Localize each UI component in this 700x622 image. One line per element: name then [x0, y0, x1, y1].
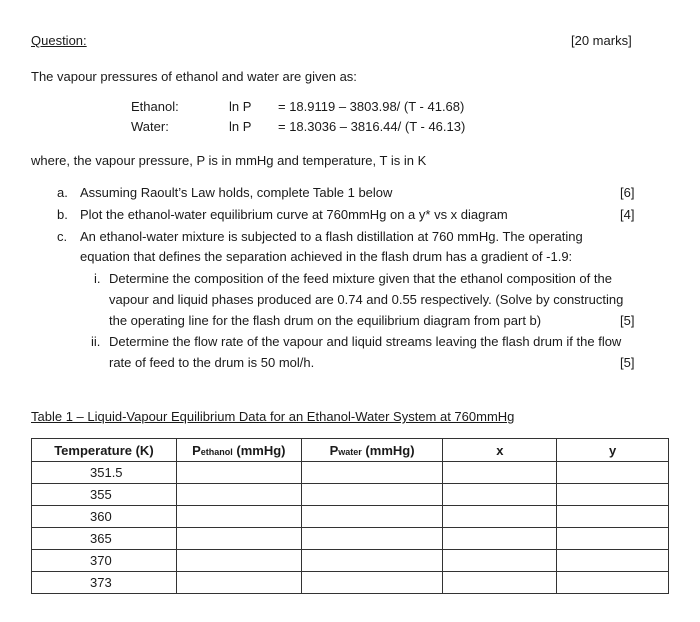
header-x: x	[443, 439, 557, 462]
p-water-cell[interactable]	[301, 506, 443, 528]
temperature-cell: 373	[32, 572, 177, 594]
y-cell[interactable]	[557, 572, 669, 594]
p-water-cell[interactable]	[301, 550, 443, 572]
part-b-label: b.	[57, 207, 68, 222]
table-row	[32, 484, 669, 506]
header-p-water-unit: (mmHg)	[361, 442, 415, 458]
y-cell[interactable]	[557, 528, 669, 550]
p-ethanol-cell[interactable]	[176, 506, 301, 528]
header-p-ethanol	[176, 439, 301, 462]
p-ethanol-cell[interactable]	[176, 572, 301, 594]
water-equation: = 18.3036 – 3816.44/ (T - 46.13)	[278, 119, 466, 134]
p-water-cell[interactable]	[301, 484, 443, 506]
where-text: where, the vapour pressure, P is in mmHg and temperature, T is in K	[31, 153, 427, 168]
y-cell[interactable]	[557, 462, 669, 484]
p-ethanol-cell[interactable]	[176, 462, 301, 484]
lve-data-table	[31, 438, 669, 594]
header-p-ethanol-unit: (mmHg)	[232, 442, 286, 458]
part-a-text: Assuming Raoult’s Law holds, complete Table 1 below	[80, 185, 393, 200]
part-c-i-line-3: the operating line for the flash drum on the equilibrium diagram from part b)	[109, 313, 542, 328]
ethanol-label: Ethanol:	[131, 99, 179, 114]
header-p-ethanol-sub: ethanol	[200, 446, 233, 457]
p-ethanol-cell[interactable]	[176, 528, 301, 550]
part-a-label: a.	[57, 185, 68, 200]
x-cell[interactable]	[443, 572, 557, 594]
header-p-water-sub: water	[338, 446, 362, 457]
x-cell[interactable]	[443, 506, 557, 528]
part-c-i-line-2: vapour and liquid phases produced are 0.74 and 0.55 respectively. (Solve by constructing	[109, 292, 624, 307]
y-cell[interactable]	[557, 506, 669, 528]
temperature-cell: 365	[32, 528, 177, 550]
part-c-ii-line-2: rate of feed to the drum is 50 mol/h.	[109, 355, 315, 370]
p-ethanol-cell[interactable]	[176, 550, 301, 572]
header-y: y	[557, 439, 669, 462]
table-row	[32, 506, 669, 528]
part-c-i-label: i.	[94, 271, 101, 286]
total-marks: [20 marks]	[571, 33, 632, 48]
x-cell[interactable]	[443, 528, 557, 550]
table-row	[32, 462, 669, 484]
p-ethanol-cell[interactable]	[176, 484, 301, 506]
ethanol-lnp: ln P	[229, 99, 252, 114]
y-cell[interactable]	[557, 484, 669, 506]
part-c-line-2: equation that defines the separation achieved in the flash drum has a gradient of -1.9:	[80, 249, 573, 264]
p-water-cell[interactable]	[301, 528, 443, 550]
ethanol-equation: = 18.9119 – 3803.98/ (T - 41.68)	[278, 99, 465, 114]
temperature-cell: 351.5	[32, 462, 177, 484]
x-cell[interactable]	[443, 550, 557, 572]
temperature-cell: 370	[32, 550, 177, 572]
temperature-cell: 355	[32, 484, 177, 506]
table-header-row	[32, 439, 669, 462]
table-caption: Table 1 – Liquid-Vapour Equilibrium Data for an Ethanol-Water System at 760mmHg	[31, 409, 515, 424]
part-c-ii-line-1: Determine the flow rate of the vapour and liquid streams leaving the flash drum if the flow	[109, 334, 622, 349]
header-p-water-p: P	[329, 442, 339, 458]
question-label: Question:	[31, 33, 87, 48]
p-water-cell[interactable]	[301, 572, 443, 594]
part-c-label: c.	[57, 229, 68, 244]
x-cell[interactable]	[443, 484, 557, 506]
header-p-water	[301, 439, 443, 462]
part-b-marks: [4]	[620, 207, 635, 222]
x-cell[interactable]	[443, 462, 557, 484]
part-b-text: Plot the ethanol-water equilibrium curve at 760mmHg on a y* vs x diagram	[80, 207, 508, 222]
p-water-cell[interactable]	[301, 462, 443, 484]
part-c-i-line-1: Determine the composition of the feed mixture given that the ethanol composition of the	[109, 271, 612, 286]
intro-text: The vapour pressures of ethanol and water are given as:	[31, 69, 357, 84]
part-c-line-1: An ethanol-water mixture is subjected to a flash distillation at 760 mmHg. The operating	[80, 229, 583, 244]
part-a-marks: [6]	[620, 185, 635, 200]
temperature-cell: 360	[32, 506, 177, 528]
table-row	[32, 528, 669, 550]
water-label: Water:	[131, 119, 169, 134]
header-p-ethanol-p: P	[192, 442, 201, 458]
table-row	[32, 550, 669, 572]
y-cell[interactable]	[557, 550, 669, 572]
part-c-ii-label: ii.	[91, 334, 101, 349]
water-lnp: ln P	[229, 119, 252, 134]
table-row	[32, 572, 669, 594]
header-temperature: Temperature (K)	[32, 439, 177, 462]
part-c-i-marks: [5]	[620, 313, 635, 328]
part-c-ii-marks: [5]	[620, 355, 635, 370]
